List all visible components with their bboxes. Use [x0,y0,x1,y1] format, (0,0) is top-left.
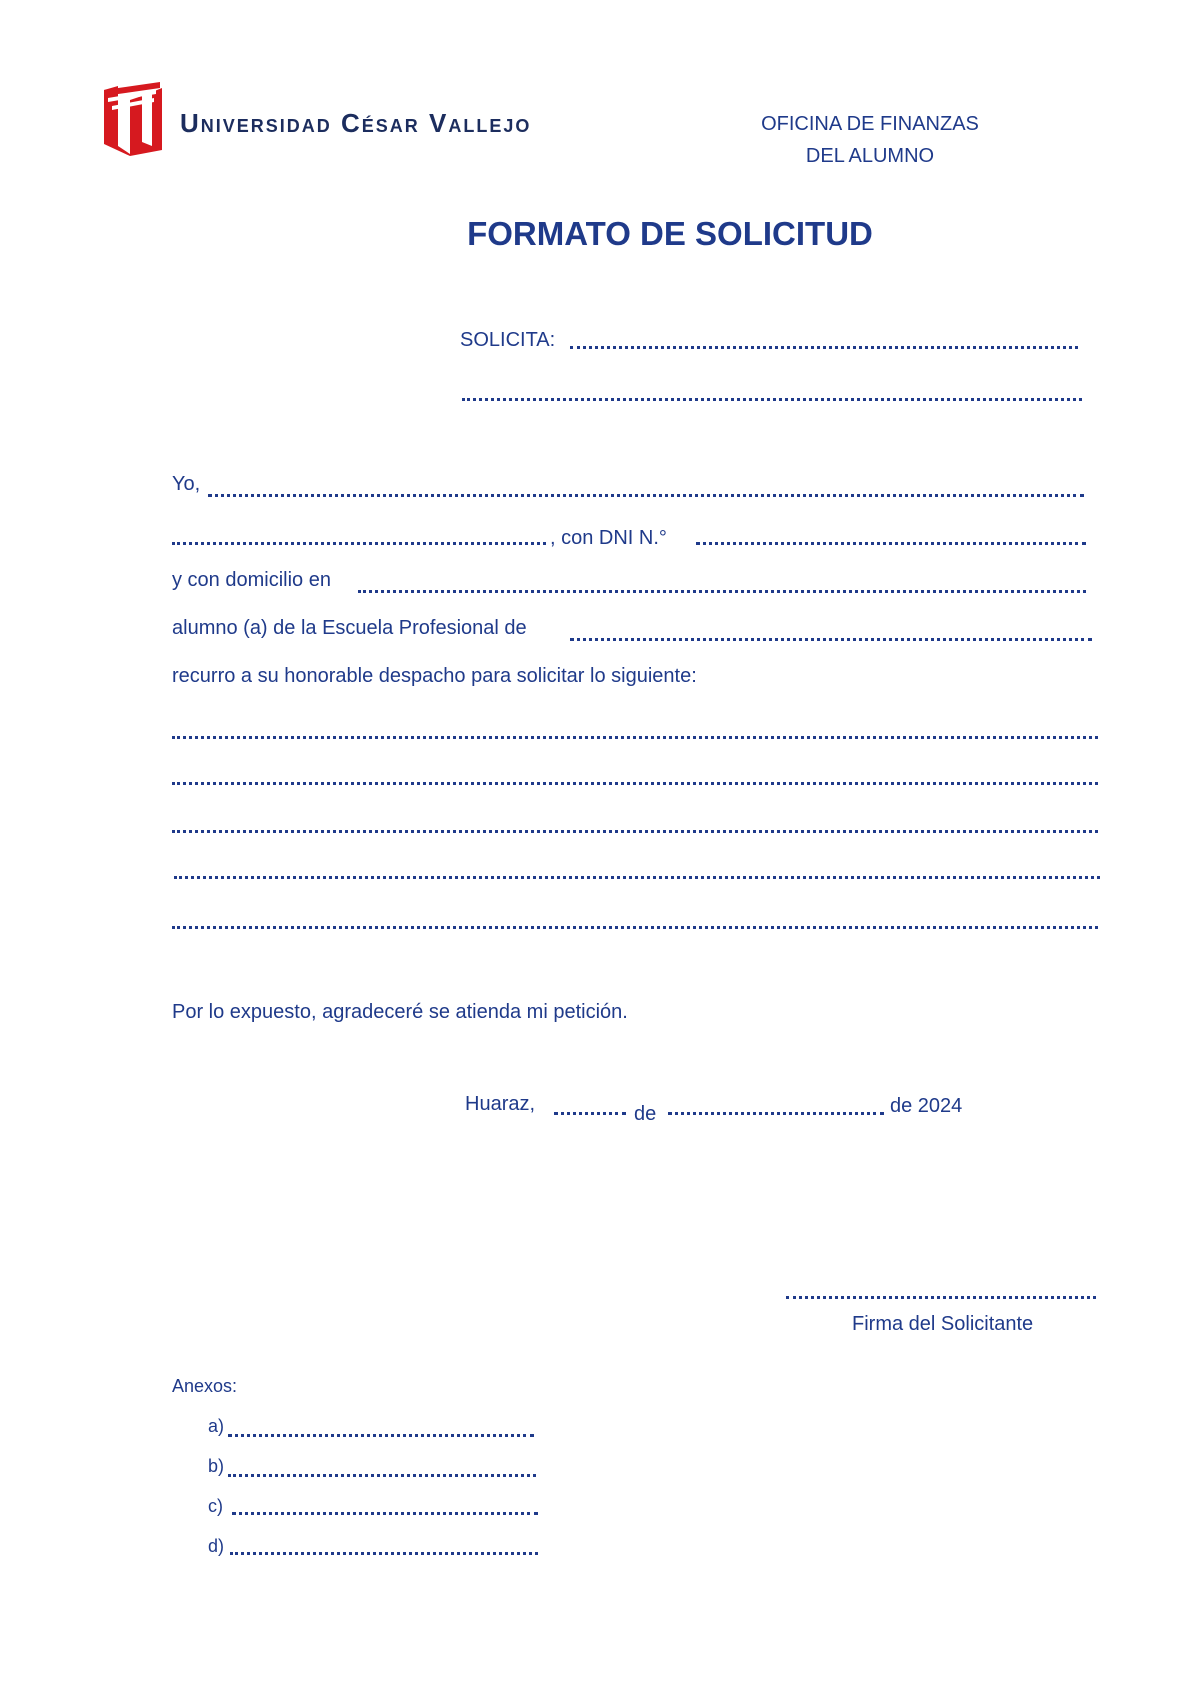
request-line-1[interactable] [172,736,1098,739]
day-field[interactable] [554,1112,626,1115]
anexo-label-b: b) [208,1456,225,1476]
solicita-label: SOLICITA: [460,329,556,351]
anexo-field-b[interactable] [228,1474,536,1477]
de-label: de [634,1103,657,1125]
domicilio-field[interactable] [358,590,1086,593]
solicita-field-line-2[interactable] [462,398,1082,401]
dni-field[interactable] [696,542,1086,545]
signature-field[interactable] [786,1296,1096,1299]
escuela-label: alumno (a) de la Escuela Profesional de [172,617,527,639]
office-line-2: DEL ALUMNO [805,145,935,167]
request-line-3[interactable] [172,830,1098,833]
domicilio-label: y con domicilio en [172,569,331,591]
request-line-5[interactable] [172,926,1098,929]
escuela-field[interactable] [570,638,1092,641]
anexos-title: Anexos: [172,1376,238,1396]
anexo-field-d[interactable] [230,1552,538,1555]
city-label: Huaraz, [465,1093,536,1115]
dni-label: , con DNI N.° [550,527,667,549]
recurro-text: recurro a su honorable despacho para solicitar lo siguiente: [172,665,697,687]
anexo-field-a[interactable] [228,1434,534,1437]
request-line-2[interactable] [172,782,1098,785]
page-title: FORMATO DE SOLICITUD [467,215,873,252]
signature-label: Firma del Solicitante [852,1313,1034,1335]
closing-text: Por lo expuesto, agradeceré se atienda mi petición. [172,1001,628,1023]
month-field[interactable] [668,1112,884,1115]
office-heading [740,108,1000,172]
university-name: Universidad César Vallejo [180,108,532,138]
yo-label: Yo, [172,473,201,495]
name-field-line-2[interactable] [172,542,546,545]
anexo-label-c: c) [208,1496,223,1516]
anexo-field-c[interactable] [232,1512,538,1515]
name-field-line-1[interactable] [208,494,1084,497]
anexo-label-d: d) [208,1536,225,1556]
anexo-label-a: a) [208,1416,225,1436]
year-label: de 2024 [890,1095,963,1117]
office-line-1: OFICINA DE FINANZAS [761,113,979,135]
solicita-field-line-1[interactable] [570,346,1078,349]
university-logo-icon [102,80,164,156]
request-line-4[interactable] [174,876,1100,879]
